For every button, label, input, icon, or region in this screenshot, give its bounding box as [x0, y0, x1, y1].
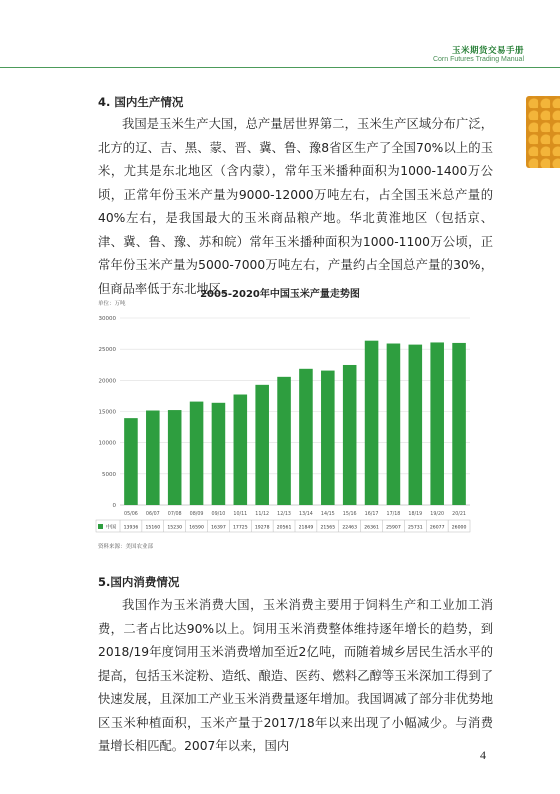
bar: [387, 344, 401, 505]
bar: [365, 341, 379, 505]
data-label: 15160: [145, 525, 161, 531]
bar: [343, 365, 357, 505]
x-tick-label: 18/19: [408, 512, 423, 517]
x-tick-label: 12/13: [277, 512, 291, 517]
bar: [146, 411, 160, 505]
y-tick-label: 5000: [102, 471, 116, 478]
data-label: 19278: [254, 525, 270, 531]
bar: [124, 418, 138, 505]
x-tick-label: 14/15: [320, 512, 335, 517]
bar: [212, 403, 226, 505]
chart-source: 资料来源：美国农业部: [98, 544, 154, 550]
x-tick-label: 17/18: [386, 512, 401, 517]
bar: [255, 385, 269, 505]
bar: [299, 369, 313, 505]
x-tick-label: 13/14: [299, 512, 313, 517]
data-label: 13936: [123, 525, 139, 531]
chart-unit: 单位：万吨: [98, 301, 126, 307]
bar: [430, 342, 444, 505]
data-label: 20561: [276, 525, 292, 531]
x-tick-label: 19/20: [430, 512, 445, 517]
data-label: 21849: [298, 525, 314, 531]
header-title: 玉米期货交易手册: [451, 46, 524, 56]
header-subtitle: Corn Futures Trading Manual: [432, 56, 524, 63]
section-4-paragraph: 我国是玉米生产大国，总产量居世界第二，玉米生产区域分布广泛，北方的辽、吉、黑、蒙、晋、冀、鲁、豫8省区生产了全国70%以上的玉米，尤其是东北地区（含内蒙），常年玉米播种面积为1000-1400万公顷，正常年份玉米产量为9000-12000万吨左右，占全国玉米总产量的40%左右，是我国最大的玉米商品粮产地。华北黄淮地区（包括京、津、冀、鲁、豫、苏和皖）常年玉米播种面积为1000-1100万公顷，正常年份玉米产量为5000-7000万吨左右，产量约占全国总产量的30%，但商品率低于东北地区。: [98, 117, 493, 296]
x-tick-label: 05/06: [124, 512, 138, 517]
bar: [409, 345, 423, 505]
section-5-title: 5.国内消费情况: [98, 575, 180, 589]
bar: [452, 343, 466, 505]
data-label: 15230: [167, 525, 182, 531]
y-tick-label: 15000: [98, 409, 116, 416]
section-5-paragraph: 我国作为玉米消费大国，玉米消费主要用于饲料生产和工业加工消费，二者占比达90%以上。饲用玉米消费整体维持逐年增长的趋势，到2018/19年度饲用玉米消费增加至近2亿吨，而随着城乡居民生活水平的提高，包括玉米淀粉、造纸、酿造、医药、燃料乙醇等玉米深加工得到了快速发展，且深加工产业玉米消费量逐年增加。我国调减了部分非优势地区玉米种植面积，玉米产量于2017/18年以来出现了小幅减少。与消费量增长相匹配。2007年以来，国内: [98, 598, 493, 753]
x-tick-label: 06/07: [145, 512, 160, 517]
x-tick-label: 20/21: [452, 512, 466, 517]
data-label: 16397: [211, 525, 226, 531]
y-tick-label: 30000: [98, 316, 116, 322]
x-tick-label: 16/17: [364, 512, 379, 517]
chart-title: 2005-2020年中国玉米产量走势图: [200, 289, 360, 300]
data-label: 21565: [320, 525, 336, 531]
y-tick-label: 0: [112, 503, 116, 509]
bar: [321, 371, 335, 505]
legend-swatch: [98, 524, 103, 529]
legend-label: 中国: [106, 524, 117, 531]
data-label: 26000: [451, 525, 467, 531]
bar: [190, 402, 204, 505]
y-tick-label: 10000: [98, 440, 116, 447]
page-number: 4: [480, 748, 486, 762]
section-4-title: 4. 国内生产情况: [98, 95, 184, 109]
data-label: 17725: [233, 525, 248, 531]
bar: [234, 395, 248, 505]
data-label: 22463: [342, 525, 357, 531]
x-tick-label: 08/09: [189, 512, 204, 517]
y-tick-label: 20000: [98, 378, 116, 385]
x-tick-label: 10/11: [233, 512, 248, 517]
data-label: 25731: [408, 525, 423, 531]
x-tick-label: 09/10: [211, 512, 226, 517]
x-tick-label: 07/08: [167, 512, 182, 517]
data-label: 25907: [386, 525, 401, 531]
bar: [168, 410, 182, 505]
x-tick-label: 11/12: [255, 512, 270, 517]
y-tick-label: 25000: [98, 347, 116, 354]
bar: [277, 377, 291, 505]
x-tick-label: 15/16: [342, 512, 357, 517]
data-label: 26361: [364, 525, 379, 531]
data-label: 26077: [429, 525, 445, 531]
data-label: 16590: [189, 525, 204, 531]
